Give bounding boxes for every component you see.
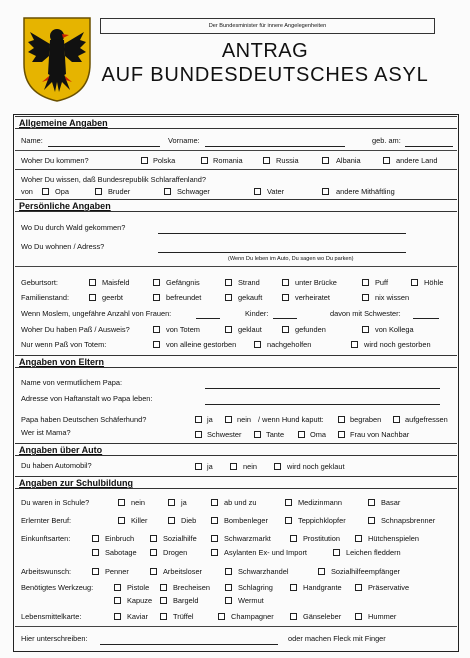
option-drogen: Drogen xyxy=(163,548,188,557)
checkbox-leichen-fleddern[interactable] xyxy=(333,549,340,556)
checkbox-andere-land[interactable] xyxy=(383,157,390,164)
checkbox-von-totem[interactable] xyxy=(153,326,160,333)
wohnen-field[interactable] xyxy=(158,252,406,253)
werkzeug-label: Benötigtes Werkzeug: xyxy=(21,583,94,592)
option-champagner: Champagner xyxy=(231,612,274,621)
checkbox-bargeld[interactable] xyxy=(160,597,167,604)
pass-label: Woher Du haben Paß / Ausweis? xyxy=(21,325,130,334)
option-prostitution: Prostitution xyxy=(303,534,340,543)
checkbox-hund-ja[interactable] xyxy=(195,416,202,423)
option-basar: Basar xyxy=(381,498,401,507)
checkbox-puff[interactable] xyxy=(362,279,369,286)
kinder-field[interactable] xyxy=(273,318,297,319)
automobil-label: Du haben Automobil? xyxy=(21,461,92,470)
checkbox-auto-nein[interactable] xyxy=(230,463,237,470)
checkbox-schlagring[interactable] xyxy=(225,584,232,591)
option-medizinmann: Medizinmann xyxy=(298,498,342,507)
checkbox-hund-nein[interactable] xyxy=(225,416,232,423)
papa-field[interactable] xyxy=(205,388,440,389)
name-label: Name: xyxy=(21,136,43,145)
mama-label: Wer ist Mama? xyxy=(21,428,71,437)
familienstand-label: Familienstand: xyxy=(21,293,70,302)
von-label: von xyxy=(21,187,33,196)
checkbox-arbeitsloser[interactable] xyxy=(150,568,157,575)
checkbox-hummer[interactable] xyxy=(355,613,362,620)
checkbox-maisfeld[interactable] xyxy=(89,279,96,286)
checkbox-verheiratet[interactable] xyxy=(282,294,289,301)
moslem-field[interactable] xyxy=(196,318,220,319)
ministry-label: Der Bundesminister für innere Angelegenheiten xyxy=(100,18,435,34)
checkbox-albania[interactable] xyxy=(322,157,329,164)
vorname-label: Vorname: xyxy=(168,136,200,145)
option-polska: Polska xyxy=(153,156,176,165)
checkbox-russia[interactable] xyxy=(263,157,270,164)
divider xyxy=(15,626,457,627)
checkbox-schwager[interactable] xyxy=(164,188,171,195)
checkbox-geerbt[interactable] xyxy=(89,294,96,301)
option-trueffel: Trüffel xyxy=(173,612,194,621)
divider xyxy=(15,169,457,170)
signature-field[interactable] xyxy=(100,644,278,645)
checkbox-andere-mithaeftling[interactable] xyxy=(322,188,329,195)
checkbox-basar[interactable] xyxy=(368,499,375,506)
section-header-eltern: Angaben von Eltern xyxy=(15,355,457,368)
option-von-kollega: von Kollega xyxy=(375,325,414,334)
checkbox-wermut[interactable] xyxy=(225,597,232,604)
option-sozialhilfeempfaenger: Sozialhilfeempfänger xyxy=(331,567,401,576)
option-gekauft: gekauft xyxy=(238,293,263,302)
checkbox-schule-ja[interactable] xyxy=(168,499,175,506)
checkbox-romania[interactable] xyxy=(201,157,208,164)
option-nachgeholfen: nachgeholfen xyxy=(267,340,312,349)
checkbox-nix-wissen[interactable] xyxy=(362,294,369,301)
checkbox-bruder[interactable] xyxy=(95,188,102,195)
geb-field[interactable] xyxy=(405,146,453,147)
wohnen-note: (Wenn Du leben im Auto, Du sagen wo Du parken) xyxy=(228,256,354,262)
option-wird-noch-geklaut: wird noch geklaut xyxy=(287,462,345,471)
checkbox-kapuze[interactable] xyxy=(114,597,121,604)
woher-label: Woher Du kommen? xyxy=(21,156,89,165)
checkbox-geklaut[interactable] xyxy=(225,326,232,333)
option-bruder: Bruder xyxy=(108,187,131,196)
checkbox-killer[interactable] xyxy=(118,517,125,524)
option-andere-mithaeftling: andere Mithäftling xyxy=(336,187,395,196)
option-bombenleger: Bombenleger xyxy=(224,516,268,525)
checkbox-hoehle[interactable] xyxy=(411,279,418,286)
option-vater: Vater xyxy=(267,187,285,196)
checkbox-asylanten-ex-import[interactable] xyxy=(211,549,218,556)
checkbox-nachgeholfen[interactable] xyxy=(254,341,261,348)
checkbox-mama-frau-von-nachbar[interactable] xyxy=(338,431,345,438)
section-header-auto: Angaben über Auto xyxy=(15,443,457,456)
signature-label: Hier unterschreiben: xyxy=(21,634,88,643)
option-geklaut: geklaut xyxy=(238,325,262,334)
option-befreundet: befreundet xyxy=(166,293,202,302)
option-dieb: Dieb xyxy=(181,516,197,525)
checkbox-champagner[interactable] xyxy=(218,613,225,620)
option-gefaengnis: Gefängnis xyxy=(166,278,200,287)
option-handgrante: Handgrante xyxy=(303,583,342,592)
vorname-field[interactable] xyxy=(205,146,345,147)
checkbox-teppichklopfer[interactable] xyxy=(285,517,292,524)
kaputt-label: / wenn Hund kaputt: xyxy=(258,415,324,424)
checkbox-mama-oma[interactable] xyxy=(298,431,305,438)
form-title-line2: AUF BUNDESDEUTSCHES ASYL xyxy=(101,64,429,86)
option-leichen-fleddern: Leichen fleddern xyxy=(346,548,401,557)
option-puff: Puff xyxy=(375,278,389,287)
section-header-allgemein: Allgemeine Angaben xyxy=(15,116,457,129)
checkbox-trueffel[interactable] xyxy=(160,613,167,620)
option-hund-nein: nein xyxy=(237,415,251,424)
checkbox-vater[interactable] xyxy=(254,188,261,195)
checkbox-huetchenspielen[interactable] xyxy=(355,535,362,542)
checkbox-prostitution[interactable] xyxy=(290,535,297,542)
checkbox-brecheisen[interactable] xyxy=(160,584,167,591)
einkunft-label: Einkunftsarten: xyxy=(21,534,71,543)
checkbox-begraben[interactable] xyxy=(338,416,345,423)
option-begraben: begraben xyxy=(350,415,382,424)
checkbox-unter-bruecke[interactable] xyxy=(282,279,289,286)
wissen-label: Woher Du wissen, daß Bundesrepublik Schlaraffenland? xyxy=(21,175,207,184)
option-maisfeld: Maisfeld xyxy=(102,278,130,287)
option-unter-bruecke: unter Brücke xyxy=(295,278,337,287)
checkbox-befreundet[interactable] xyxy=(153,294,160,301)
option-von-totem: von Totem xyxy=(166,325,200,334)
option-nix-wissen: nix wissen xyxy=(375,293,410,302)
checkbox-penner[interactable] xyxy=(92,568,99,575)
option-aufgefressen: aufgefressen xyxy=(405,415,448,424)
divider xyxy=(15,150,457,151)
option-kapuze: Kapuze xyxy=(127,596,153,605)
checkbox-schwarzmarkt[interactable] xyxy=(211,535,218,542)
checkbox-pistole[interactable] xyxy=(114,584,121,591)
section-header-schule: Angaben zur Schulbildung xyxy=(15,476,457,489)
option-mama-schwester: Schwester xyxy=(207,430,242,439)
option-bargeld: Bargeld xyxy=(173,596,199,605)
kinder-label: Kinder: xyxy=(245,309,269,318)
schwester-label: davon mit Schwester: xyxy=(330,309,401,318)
option-opa: Opa xyxy=(55,187,69,196)
checkbox-medizinmann[interactable] xyxy=(285,499,292,506)
option-auto-nein: nein xyxy=(243,462,257,471)
checkbox-dieb[interactable] xyxy=(168,517,175,524)
checkbox-schwarzhandel[interactable] xyxy=(225,568,232,575)
option-schwarzmarkt: Schwarzmarkt xyxy=(224,534,271,543)
checkbox-sabotage[interactable] xyxy=(92,549,99,556)
geb-label: geb. am: xyxy=(372,136,401,145)
checkbox-kaviar[interactable] xyxy=(114,613,121,620)
option-kaviar: Kaviar xyxy=(127,612,148,621)
option-wird-noch-gestorben: wird noch gestorben xyxy=(364,340,431,349)
checkbox-schnapsbrenner[interactable] xyxy=(368,517,375,524)
option-romania: Romania xyxy=(213,156,243,165)
option-wermut: Wermut xyxy=(238,596,264,605)
option-pistole: Pistole xyxy=(127,583,150,592)
option-gaenseleber: Gänseleber xyxy=(303,612,342,621)
checkbox-ab-und-zu[interactable] xyxy=(211,499,218,506)
option-brecheisen: Brecheisen xyxy=(173,583,210,592)
checkbox-auto-ja[interactable] xyxy=(195,463,202,470)
name-field[interactable] xyxy=(48,146,160,147)
option-auto-ja: ja xyxy=(207,462,213,471)
option-ab-und-zu: ab und zu xyxy=(224,498,257,507)
checkbox-gefaengnis[interactable] xyxy=(153,279,160,286)
moslem-label: Wenn Moslem, ungefähre Anzahl von Frauen: xyxy=(21,309,172,318)
option-einbruch: Einbruch xyxy=(105,534,135,543)
option-schlagring: Schlagring xyxy=(238,583,273,592)
option-hoehle: Höhle xyxy=(424,278,444,287)
option-penner: Penner xyxy=(105,567,129,576)
option-schwarzhandel: Schwarzhandel xyxy=(238,567,289,576)
checkbox-aufgefressen[interactable] xyxy=(393,416,400,423)
option-hummer: Hummer xyxy=(368,612,397,621)
option-schnapsbrenner: Schnapsbrenner xyxy=(381,516,436,525)
option-albania: Albania xyxy=(336,156,361,165)
checkbox-gaenseleber[interactable] xyxy=(290,613,297,620)
option-von-alleine-gestorben: von alleine gestorben xyxy=(166,340,237,349)
checkbox-sozialhilfe[interactable] xyxy=(150,535,157,542)
haft-label: Adresse von Haftanstalt wo Papa leben: xyxy=(21,394,153,403)
divider xyxy=(15,266,457,267)
hund-label: Papa haben Deutschen Schäferhund? xyxy=(21,415,147,424)
checkbox-handgrante[interactable] xyxy=(290,584,297,591)
checkbox-mama-tante[interactable] xyxy=(254,431,261,438)
checkbox-strand[interactable] xyxy=(225,279,232,286)
checkbox-drogen[interactable] xyxy=(150,549,157,556)
option-schule-nein: nein xyxy=(131,498,145,507)
option-sabotage: Sabotage xyxy=(105,548,137,557)
schwester-field[interactable] xyxy=(413,318,439,319)
lebensmittel-label: Lebensmittelkarte: xyxy=(21,612,82,621)
form-title-line1: ANTRAG xyxy=(221,40,309,62)
option-verheiratet: verheiratet xyxy=(295,293,330,302)
option-asylanten-ex-import: Asylanten Ex- und Import xyxy=(224,548,307,557)
option-russia: Russia xyxy=(276,156,299,165)
option-andere-land: andere Land xyxy=(396,156,438,165)
wohnen-label: Wo Du wohnen / Adress? xyxy=(21,242,105,251)
eagle-coat-of-arms xyxy=(22,16,92,102)
checkbox-von-kollega[interactable] xyxy=(362,326,369,333)
option-gefunden: gefunden xyxy=(295,325,326,334)
option-schwager: Schwager xyxy=(177,187,210,196)
checkbox-wird-noch-geklaut[interactable] xyxy=(274,463,281,470)
geburtsort-label: Geburtsort: xyxy=(21,278,58,287)
option-mama-tante: Tante xyxy=(266,430,285,439)
wald-field[interactable] xyxy=(158,233,406,234)
option-schule-ja: ja xyxy=(181,498,187,507)
option-arbeitsloser: Arbeitsloser xyxy=(163,567,203,576)
option-mama-frau-von-nachbar: Frau von Nachbar xyxy=(350,430,410,439)
option-killer: Killer xyxy=(131,516,148,525)
wald-label: Wo Du durch Wald gekommen? xyxy=(21,223,126,232)
checkbox-polska[interactable] xyxy=(141,157,148,164)
option-hund-ja: ja xyxy=(207,415,213,424)
checkbox-sozialhilfeempfaenger[interactable] xyxy=(318,568,325,575)
option-huetchenspielen: Hütchenspielen xyxy=(368,534,419,543)
pass-totem-label: Nur wenn Paß von Totem: xyxy=(21,340,107,349)
checkbox-praeservative[interactable] xyxy=(355,584,362,591)
checkbox-wird-noch-gestorben[interactable] xyxy=(351,341,358,348)
fingerprint-label: oder machen Fleck mit Finger xyxy=(288,634,386,643)
papa-label: Name von vermutlichem Papa: xyxy=(21,378,123,387)
option-praeservative: Präservative xyxy=(368,583,410,592)
checkbox-mama-schwester[interactable] xyxy=(195,431,202,438)
option-geerbt: geerbt xyxy=(102,293,123,302)
checkbox-von-alleine-gestorben[interactable] xyxy=(153,341,160,348)
arbeit-label: Arbeitswunsch: xyxy=(21,567,72,576)
section-header-persoenlich: Persönliche Angaben xyxy=(15,199,457,212)
checkbox-opa[interactable] xyxy=(42,188,49,195)
schule-label: Du waren in Schule? xyxy=(21,498,90,507)
option-sozialhilfe: Sozialhilfe xyxy=(163,534,197,543)
checkbox-bombenleger[interactable] xyxy=(211,517,218,524)
checkbox-gefunden[interactable] xyxy=(282,326,289,333)
checkbox-schule-nein[interactable] xyxy=(118,499,125,506)
haft-field[interactable] xyxy=(205,404,440,405)
checkbox-gekauft[interactable] xyxy=(225,294,232,301)
beruf-label: Erlernter Beruf: xyxy=(21,516,72,525)
option-mama-oma: Oma xyxy=(310,430,327,439)
option-teppichklopfer: Teppichklopfer xyxy=(298,516,346,525)
checkbox-einbruch[interactable] xyxy=(92,535,99,542)
option-strand: Strand xyxy=(238,278,260,287)
